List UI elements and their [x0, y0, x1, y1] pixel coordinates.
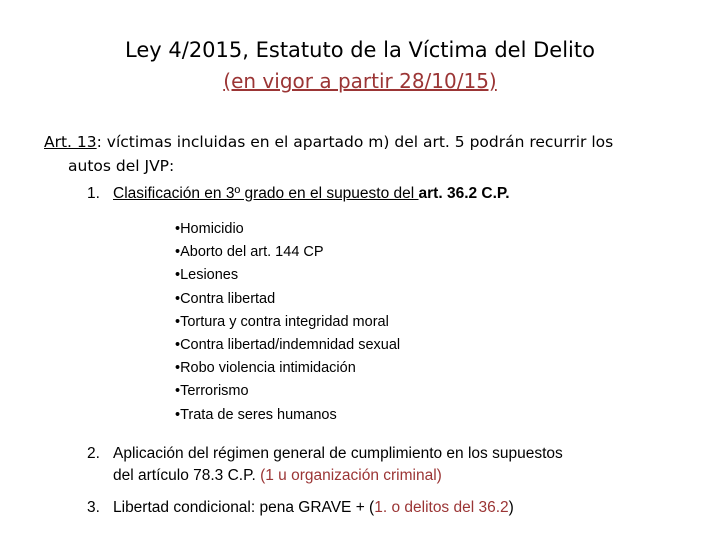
list-item: • Tortura y contra integridad moral [175, 311, 400, 334]
list-item-text-end: ) [508, 499, 514, 516]
list-item-3 [87, 497, 514, 519]
list-item-text-line2: del artículo 78.3 C.P. [113, 467, 261, 484]
list-item-note: (1 u organización criminal) [260, 467, 442, 484]
list-item: • Terrorismo [175, 380, 400, 403]
article-label: Art. 13 [44, 133, 97, 151]
list-item: • Contra libertad/indemnidad sexual [175, 334, 400, 357]
list-item: • Lesiones [175, 264, 400, 287]
list-item-1 [87, 183, 510, 205]
list-item-number: 3. [87, 499, 100, 516]
article-text-line2: autos del JVP: [68, 157, 175, 175]
list-item-2 [87, 443, 563, 487]
list-item: • Contra libertad [175, 288, 400, 311]
article-paragraph [44, 130, 664, 178]
page-subtitle: (en vigor a partir 28/10/15) [223, 69, 497, 93]
list-item-text: Aplicación del régimen general de cumplimiento en los supuestos [113, 445, 563, 462]
list-item-text: Clasificación en 3º grado en el supuesto del [113, 185, 419, 202]
list-item: • Aborto del art. 144 CP [175, 241, 400, 264]
list-item: • Trata de seres humanos [175, 404, 400, 427]
list-item-number: 2. [87, 445, 100, 462]
list-item-bold-ref: art. 36.2 C.P. [418, 185, 510, 202]
title-block [0, 34, 720, 96]
list-item-text: Libertad condicional: pena GRAVE + ( [113, 499, 375, 516]
article-text-line1: : víctimas incluidas en el apartado m) del art. 5 podrán recurrir los [96, 133, 614, 151]
page-title: Ley 4/2015, Estatuto de la Víctima del Delito [125, 38, 595, 62]
list-item: • Homicidio [175, 218, 400, 241]
crimes-list [175, 218, 400, 427]
list-item-number: 1. [87, 185, 100, 202]
list-item: • Robo violencia intimidación [175, 357, 400, 380]
list-item-note: 1. o delitos del 36.2 [374, 499, 509, 516]
